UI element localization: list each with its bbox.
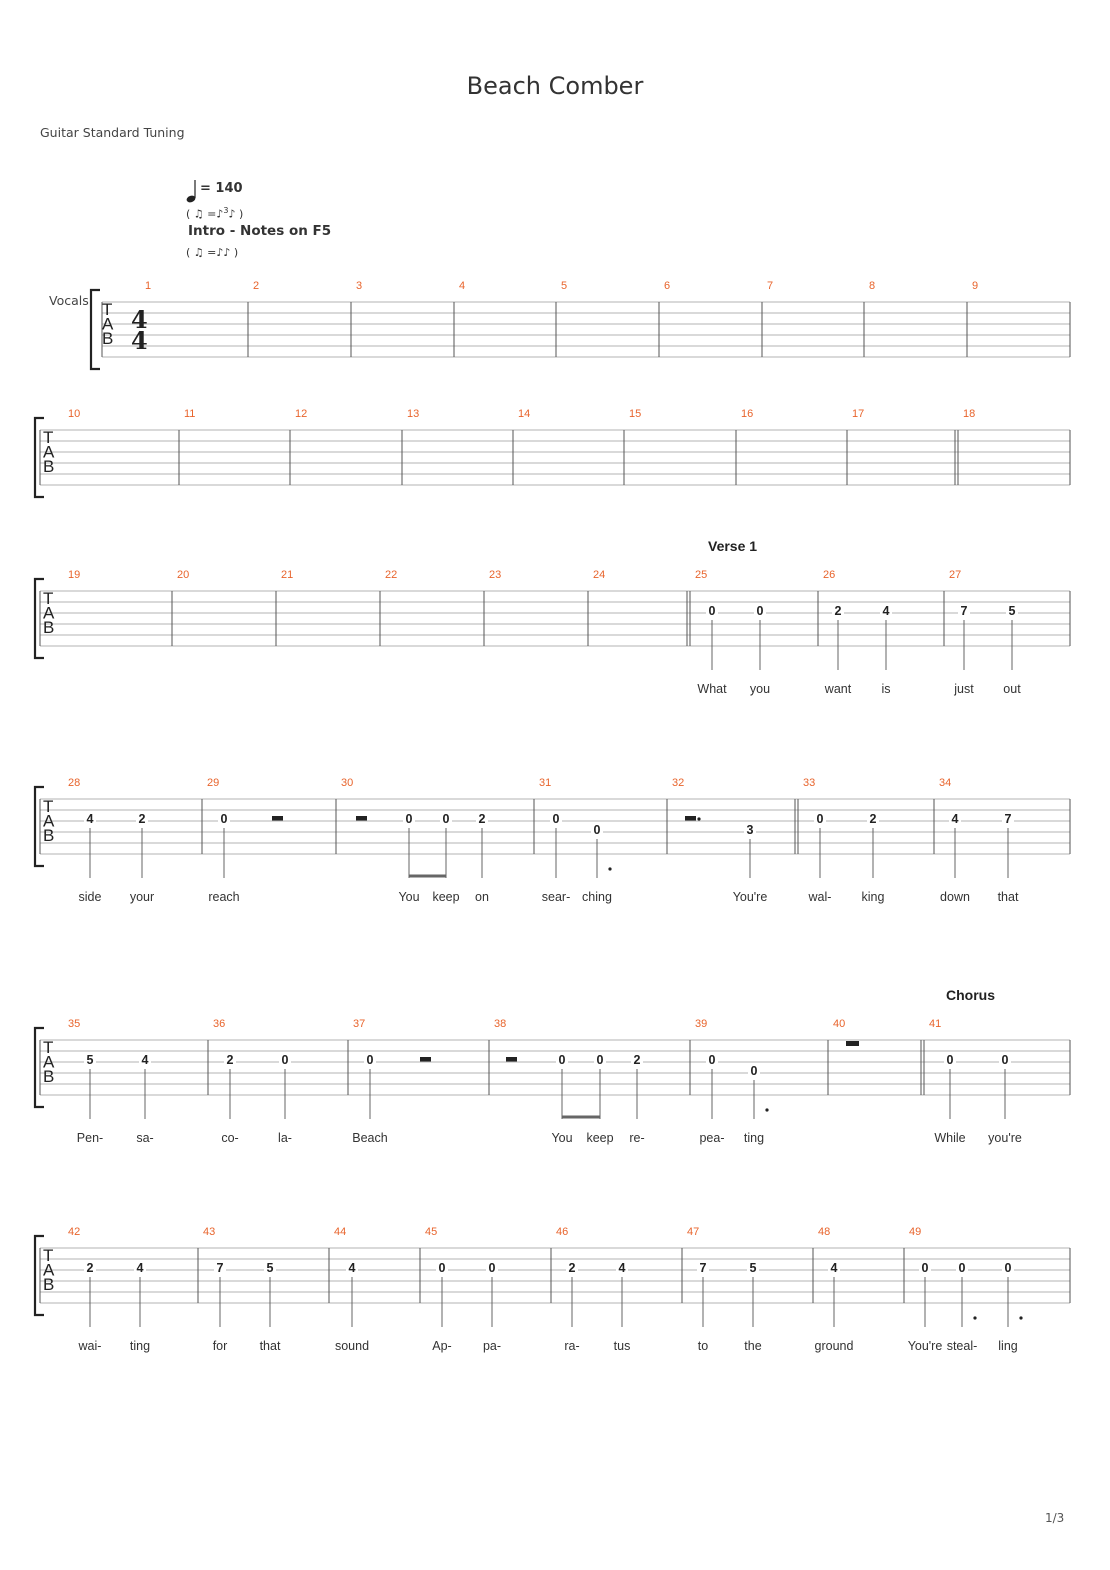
section-label: Verse 1 [708, 538, 758, 554]
lyric-syllable: Pen- [76, 1131, 104, 1145]
tab-clef-letter: B [43, 826, 55, 845]
lyric-syllable: ra- [564, 1339, 580, 1353]
dot-marker [765, 1108, 768, 1111]
system-bracket [91, 290, 100, 369]
tab-clef-letter: T [102, 300, 113, 319]
tempo-bpm: = 140 [200, 181, 243, 196]
fret-number: 0 [220, 812, 228, 826]
lyric-syllable: ting [129, 1339, 151, 1353]
measure-number: 36 [213, 1018, 226, 1030]
measure-number: 11 [184, 408, 196, 420]
measure-number: 8 [869, 280, 876, 292]
measure-number: 38 [494, 1018, 507, 1030]
lyric-syllable: ground [814, 1339, 854, 1353]
lyric-syllable: keep [586, 1131, 614, 1145]
lyric-syllable: Beach [352, 1131, 388, 1145]
fret-number: 5 [266, 1261, 274, 1275]
tab-clef-letter: A [43, 811, 55, 831]
lyric-syllable: sound [334, 1339, 370, 1353]
lyric-syllable: just [954, 682, 974, 696]
fret-number: 2 [478, 812, 486, 826]
fret-number: 4 [618, 1261, 626, 1275]
dot-marker [1019, 1316, 1022, 1319]
measure-number: 9 [972, 280, 979, 292]
dot-marker [973, 1316, 976, 1319]
fret-number: 0 [1001, 1053, 1009, 1067]
lyric-syllable: the [744, 1339, 762, 1353]
fret-number: 7 [1004, 812, 1012, 826]
lyric-syllable: sear- [541, 890, 571, 904]
lyric-syllable: is [881, 682, 891, 696]
half-rest [506, 1057, 517, 1062]
lyric-syllable: You're [732, 890, 768, 904]
measure-number: 15 [629, 408, 642, 420]
fret-number: 0 [756, 604, 764, 618]
lyric-syllable: wai- [78, 1339, 102, 1353]
fret-number: 0 [921, 1261, 929, 1275]
fret-number: 0 [750, 1064, 758, 1078]
measure-number: 6 [664, 280, 671, 292]
swing-notation-1: ( ♫ =♪$^3$♪ ) [186, 206, 244, 221]
fret-number: 0 [488, 1261, 496, 1275]
lyric-syllable: that [997, 890, 1019, 904]
fret-number: 2 [138, 812, 146, 826]
dot-marker [608, 867, 611, 870]
measure-number: 47 [687, 1226, 700, 1238]
lyric-syllable: on [475, 890, 489, 904]
lyric-syllable: steal- [946, 1339, 978, 1353]
measure-number: 49 [909, 1226, 922, 1238]
rest-dot [697, 817, 700, 820]
section-intro-label: Intro - Notes on F5 [188, 223, 332, 239]
fret-number: 0 [438, 1261, 446, 1275]
measure-number: 42 [68, 1226, 81, 1238]
measure-number: 10 [68, 408, 81, 420]
fret-number: 0 [593, 823, 601, 837]
fret-number: 5 [86, 1053, 94, 1067]
fret-number: 0 [708, 1053, 716, 1067]
tab-clef-letter: B [102, 329, 114, 348]
measure-number: 40 [833, 1018, 846, 1030]
fret-number: 4 [348, 1261, 356, 1275]
measure-number: 3 [356, 280, 363, 292]
fret-number: 7 [699, 1261, 707, 1275]
fret-number: 0 [442, 812, 450, 826]
measure-number: 12 [295, 408, 308, 420]
half-rest [272, 816, 283, 821]
lyric-syllable: ting [743, 1131, 765, 1145]
measure-number: 48 [818, 1226, 831, 1238]
score-title: Beach Comber [466, 72, 644, 100]
fret-number: 2 [834, 604, 842, 618]
tab-clef-letter: A [43, 1052, 55, 1072]
measure-number: 24 [593, 569, 606, 581]
lyric-syllable: You [398, 890, 420, 904]
measure-number: 34 [939, 777, 952, 789]
measure-number: 29 [207, 777, 220, 789]
measure-number: 22 [385, 569, 398, 581]
lyric-syllable: your [129, 890, 155, 904]
measure-number: 26 [823, 569, 836, 581]
fret-number: 0 [816, 812, 824, 826]
fret-number: 2 [568, 1261, 576, 1275]
page-number: 1/3 [1045, 1511, 1065, 1525]
measure-number: 16 [741, 408, 754, 420]
lyric-syllable: want [824, 682, 852, 696]
lyric-syllable: Ap- [432, 1339, 452, 1353]
half-rest [420, 1057, 431, 1062]
fret-number: 4 [951, 812, 959, 826]
tuning-label: Guitar Standard Tuning [40, 125, 185, 140]
measure-number: 30 [341, 777, 354, 789]
lyric-syllable: What [697, 682, 727, 696]
fret-number: 4 [136, 1261, 144, 1275]
time-signature-bottom: 4 [131, 326, 148, 355]
fret-number: 4 [86, 812, 94, 826]
tab-clef-letter: A [43, 603, 55, 623]
measure-number: 28 [68, 777, 81, 789]
lyric-syllable: co- [221, 1131, 239, 1145]
lyric-syllable: tus [613, 1339, 631, 1353]
tab-clef-letter: T [43, 428, 54, 447]
tab-clef-letter: B [43, 1275, 55, 1294]
lyric-syllable: wal- [808, 890, 832, 904]
lyric-syllable: ching [582, 890, 612, 904]
tuplet-number: 3 [223, 206, 229, 215]
fret-number: 0 [958, 1261, 966, 1275]
fret-number: 0 [366, 1053, 374, 1067]
half-rest [356, 816, 367, 821]
measure-number: 33 [803, 777, 816, 789]
fret-number: 7 [960, 604, 968, 618]
measure-number: 27 [949, 569, 962, 581]
lyric-syllable: pa- [482, 1339, 502, 1353]
lyric-syllable: side [78, 890, 102, 904]
measure-number: 35 [68, 1018, 81, 1030]
fret-number: 0 [405, 812, 413, 826]
fret-number: 0 [1004, 1261, 1012, 1275]
swing-notation-2: ( ♫ =♪♪ ) [186, 246, 239, 259]
lyric-syllable: re- [629, 1131, 645, 1145]
fret-number: 2 [869, 812, 877, 826]
lyric-syllable: that [259, 1339, 281, 1353]
fret-number: 0 [281, 1053, 289, 1067]
lyric-syllable: You [551, 1131, 573, 1145]
lyric-syllable: ling [998, 1339, 1018, 1353]
lyric-syllable: out [1003, 682, 1021, 696]
measure-number: 31 [539, 777, 552, 789]
lyric-syllable: you [749, 682, 771, 696]
lyric-syllable: la- [278, 1131, 292, 1145]
tab-clef-letter: A [43, 1260, 55, 1280]
measure-number: 23 [489, 569, 502, 581]
measure-number: 43 [203, 1226, 216, 1238]
measure-number: 39 [695, 1018, 708, 1030]
fret-number: 7 [216, 1261, 224, 1275]
tab-clef-letter: A [102, 314, 114, 334]
lyric-syllable: While [934, 1131, 966, 1145]
tab-clef-letter: T [43, 589, 54, 608]
measure-number: 17 [852, 408, 865, 420]
lyric-syllable: pea- [699, 1131, 725, 1145]
tab-clef-letter: A [43, 442, 55, 462]
measure-number: 14 [518, 408, 531, 420]
fret-number: 2 [86, 1261, 94, 1275]
fret-number: 0 [558, 1053, 566, 1067]
measure-number: 7 [767, 280, 774, 292]
measure-number: 25 [695, 569, 708, 581]
tab-clef-letter: B [43, 457, 55, 476]
measure-number: 21 [281, 569, 294, 581]
measure-number: 19 [68, 569, 81, 581]
fret-number: 4 [882, 604, 890, 618]
measure-number: 18 [963, 408, 976, 420]
measure-number: 37 [353, 1018, 366, 1030]
tab-clef-letter: T [43, 1038, 54, 1057]
fret-number: 3 [746, 823, 754, 837]
lyric-syllable: you're [988, 1131, 1022, 1145]
tab-clef-letter: T [43, 1246, 54, 1265]
lyric-syllable: for [212, 1339, 228, 1353]
fret-number: 4 [830, 1261, 838, 1275]
half-rest [685, 816, 696, 821]
whole-rest [846, 1041, 859, 1046]
fret-number: 0 [552, 812, 560, 826]
fret-number: 0 [708, 604, 716, 618]
lyric-syllable: reach [208, 890, 240, 904]
lyric-syllable: You're [907, 1339, 943, 1353]
measure-number: 5 [561, 280, 568, 292]
fret-number: 2 [226, 1053, 234, 1067]
fret-number: 5 [1008, 604, 1016, 618]
fret-number: 4 [141, 1053, 149, 1067]
track-name: Vocals [49, 293, 89, 308]
tab-clef-letter: T [43, 797, 54, 816]
section-label: Chorus [946, 987, 995, 1003]
time-signature-top: 4 [131, 305, 148, 334]
lyric-syllable: down [940, 890, 970, 904]
measure-number: 41 [929, 1018, 942, 1030]
fret-number: 0 [946, 1053, 954, 1067]
fret-number: 0 [596, 1053, 604, 1067]
lyric-syllable: keep [432, 890, 460, 904]
measure-number: 2 [253, 280, 260, 292]
fret-number: 5 [749, 1261, 757, 1275]
lyric-syllable: sa- [136, 1131, 154, 1145]
measure-number: 4 [459, 280, 466, 292]
lyric-syllable: king [861, 890, 885, 904]
measure-number: 20 [177, 569, 190, 581]
measure-number: 32 [672, 777, 685, 789]
lyric-syllable: to [697, 1339, 709, 1353]
measure-number: 45 [425, 1226, 438, 1238]
measure-number: 46 [556, 1226, 569, 1238]
fret-number: 2 [633, 1053, 641, 1067]
tab-clef-letter: B [43, 1067, 55, 1086]
measure-number: 44 [334, 1226, 347, 1238]
measure-number: 13 [407, 408, 420, 420]
measure-number: 1 [145, 280, 152, 292]
tab-clef-letter: B [43, 618, 55, 637]
